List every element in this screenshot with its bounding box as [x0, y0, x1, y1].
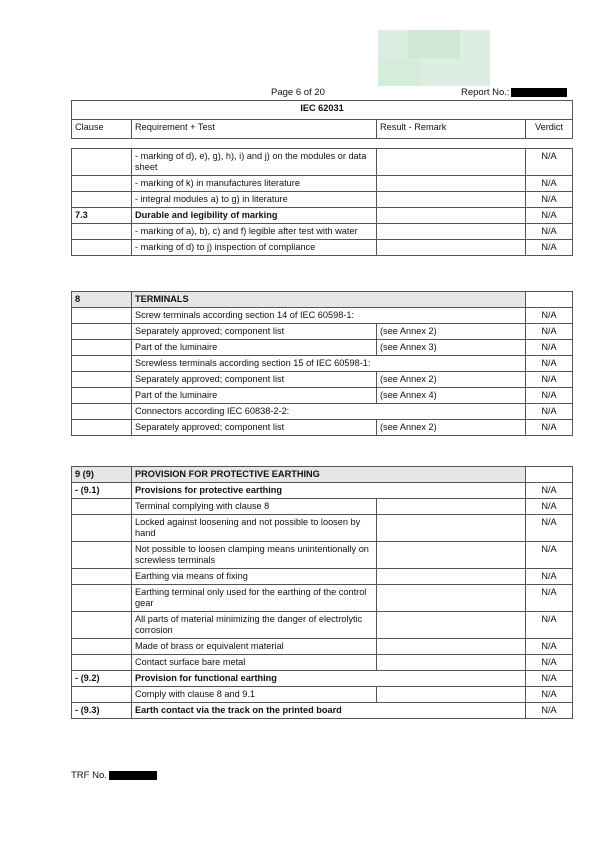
result-cell: [377, 655, 526, 671]
clause-cell: [72, 356, 132, 372]
clause-cell: [72, 515, 132, 542]
clause-cell: [72, 224, 132, 240]
result-cell: [377, 224, 526, 240]
table-row: [72, 356, 573, 372]
clause-cell: 7.3: [72, 208, 132, 224]
requirement-cell: Provision for functional earthing: [132, 671, 526, 687]
verdict-cell: N/A: [526, 585, 573, 612]
table-row: [72, 585, 573, 612]
verdict-cell: N/A: [526, 483, 573, 499]
requirement-cell: - marking of k) in manufactures literature: [132, 176, 377, 192]
result-cell: [377, 542, 526, 569]
result-cell: [377, 499, 526, 515]
requirement-cell: Earthing via means of fixing: [132, 569, 377, 585]
clause-cell: [72, 240, 132, 256]
clause-cell: [72, 388, 132, 404]
section-clause: 9 (9): [72, 467, 132, 483]
verdict-cell: N/A: [526, 404, 573, 420]
verdict-cell: N/A: [526, 612, 573, 639]
result-cell: [377, 585, 526, 612]
requirement-cell: Durable and legibility of marking: [132, 208, 377, 224]
requirement-cell: Screwless terminals according section 15 of IEC 60598-1:: [132, 356, 526, 372]
clause-cell: [72, 569, 132, 585]
verdict-cell: N/A: [526, 372, 573, 388]
clause-cell: [72, 324, 132, 340]
table-row: [72, 340, 573, 356]
verdict-cell: N/A: [526, 149, 573, 176]
verdict-cell: N/A: [526, 703, 573, 719]
clause-cell: - (9.2): [72, 671, 132, 687]
table-row: [72, 515, 573, 542]
table-row: [72, 687, 573, 703]
clause-cell: [72, 372, 132, 388]
result-cell: (see Annex 2): [377, 324, 526, 340]
verdict-cell: N/A: [526, 324, 573, 340]
requirement-cell: Contact surface bare metal: [132, 655, 377, 671]
requirement-cell: Screw terminals according section 14 of IEC 60598-1:: [132, 308, 526, 324]
table-row: [72, 224, 573, 240]
requirement-cell: Separately approved; component list: [132, 372, 377, 388]
result-cell: [377, 240, 526, 256]
clause-cell: [72, 192, 132, 208]
table-row: [72, 542, 573, 569]
clause-cell: [72, 340, 132, 356]
col-requirement-header: Requirement + Test: [132, 120, 377, 139]
table-row: [72, 208, 573, 224]
trf-number: [71, 770, 157, 781]
clause-cell: [72, 542, 132, 569]
section-clause: 8: [72, 292, 132, 308]
trf-label: TRF No.: [71, 770, 107, 781]
requirement-cell: Provisions for protective earthing: [132, 483, 526, 499]
report-number: [461, 87, 567, 98]
table-row: [72, 499, 573, 515]
requirement-cell: Separately approved; component list: [132, 324, 377, 340]
terminals-section-table: [71, 291, 573, 436]
verdict-cell: N/A: [526, 655, 573, 671]
table-row: [72, 149, 573, 176]
table-row: [72, 612, 573, 639]
verdict-cell: N/A: [526, 671, 573, 687]
table-row: [72, 671, 573, 687]
result-cell: [377, 176, 526, 192]
clause-cell: [72, 499, 132, 515]
redacted-trf-id: [109, 771, 157, 780]
verdict-cell: N/A: [526, 208, 573, 224]
clause-cell: [72, 420, 132, 436]
section-title: PROVISION FOR PROTECTIVE EARTHING: [132, 467, 526, 483]
table-row: [72, 372, 573, 388]
result-cell: [377, 687, 526, 703]
clause-cell: - (9.1): [72, 483, 132, 499]
requirement-cell: - integral modules a) to g) in literature: [132, 192, 377, 208]
verdict-cell: N/A: [526, 542, 573, 569]
section-verdict-empty: [526, 467, 573, 483]
requirement-cell: Locked against loosening and not possible to loosen by hand: [132, 515, 377, 542]
verdict-cell: N/A: [526, 340, 573, 356]
table-row: [72, 404, 573, 420]
table-row: [72, 703, 573, 719]
section-title: TERMINALS: [132, 292, 526, 308]
verdict-cell: N/A: [526, 420, 573, 436]
verdict-cell: N/A: [526, 569, 573, 585]
clause-cell: [72, 687, 132, 703]
col-verdict-header: Verdict: [526, 120, 573, 139]
requirement-cell: Part of the luminaire: [132, 340, 377, 356]
clause-cell: [72, 639, 132, 655]
verdict-cell: N/A: [526, 639, 573, 655]
requirement-cell: Earthing terminal only used for the earthing of the control gear: [132, 585, 377, 612]
verdict-cell: N/A: [526, 388, 573, 404]
report-label: Report No.:: [461, 87, 510, 98]
verdict-cell: N/A: [526, 224, 573, 240]
result-cell: [377, 192, 526, 208]
result-cell: [377, 639, 526, 655]
redacted-report-id: [511, 88, 567, 97]
page-number: Page 6 of 20: [271, 87, 325, 98]
requirement-cell: Part of the luminaire: [132, 388, 377, 404]
requirement-cell: Not possible to loosen clamping means unintentionally on screwless terminals: [132, 542, 377, 569]
requirement-cell: Earth contact via the track on the printed board: [132, 703, 526, 719]
table-row: [72, 655, 573, 671]
result-cell: [377, 569, 526, 585]
verdict-cell: N/A: [526, 356, 573, 372]
result-cell: (see Annex 4): [377, 388, 526, 404]
result-cell: (see Annex 2): [377, 420, 526, 436]
table-row: [72, 639, 573, 655]
requirement-cell: Comply with clause 8 and 9.1: [132, 687, 377, 703]
verdict-cell: N/A: [526, 499, 573, 515]
table-row: [72, 240, 573, 256]
marking-section-table: [71, 148, 573, 256]
clause-cell: [72, 308, 132, 324]
requirement-cell: All parts of material minimizing the danger of electrolytic corrosion: [132, 612, 377, 639]
result-cell: [377, 149, 526, 176]
standard-title: IEC 62031: [72, 101, 573, 120]
result-cell: [377, 612, 526, 639]
table-row: [72, 308, 573, 324]
earthing-section-table: [71, 466, 573, 719]
requirement-cell: Terminal complying with clause 8: [132, 499, 377, 515]
clause-cell: [72, 585, 132, 612]
requirement-cell: Separately approved; component list: [132, 420, 377, 436]
clause-cell: - (9.3): [72, 703, 132, 719]
clause-cell: [72, 176, 132, 192]
watermark-stamp: [378, 30, 490, 86]
requirement-cell: Made of brass or equivalent material: [132, 639, 377, 655]
table-row: [72, 388, 573, 404]
clause-cell: [72, 149, 132, 176]
clause-cell: [72, 655, 132, 671]
col-result-header: Result - Remark: [377, 120, 526, 139]
table-row: [72, 420, 573, 436]
verdict-cell: N/A: [526, 308, 573, 324]
verdict-cell: N/A: [526, 687, 573, 703]
requirement-cell: Connectors according IEC 60838-2-2:: [132, 404, 526, 420]
table-row: [72, 176, 573, 192]
col-clause-header: Clause: [72, 120, 132, 139]
result-cell: [377, 208, 526, 224]
result-cell: (see Annex 3): [377, 340, 526, 356]
result-cell: [377, 515, 526, 542]
requirement-cell: - marking of d), e), g), h), i) and j) on the modules or data sheet: [132, 149, 377, 176]
header-table: [71, 100, 573, 139]
section-verdict-empty: [526, 292, 573, 308]
verdict-cell: N/A: [526, 240, 573, 256]
verdict-cell: N/A: [526, 192, 573, 208]
verdict-cell: N/A: [526, 176, 573, 192]
table-row: [72, 483, 573, 499]
requirement-cell: - marking of d) to j) inspection of compliance: [132, 240, 377, 256]
clause-cell: [72, 404, 132, 420]
requirement-cell: - marking of a), b), c) and f) legible after test with water: [132, 224, 377, 240]
verdict-cell: N/A: [526, 515, 573, 542]
table-row: [72, 192, 573, 208]
table-row: [72, 569, 573, 585]
clause-cell: [72, 612, 132, 639]
result-cell: (see Annex 2): [377, 372, 526, 388]
table-row: [72, 324, 573, 340]
